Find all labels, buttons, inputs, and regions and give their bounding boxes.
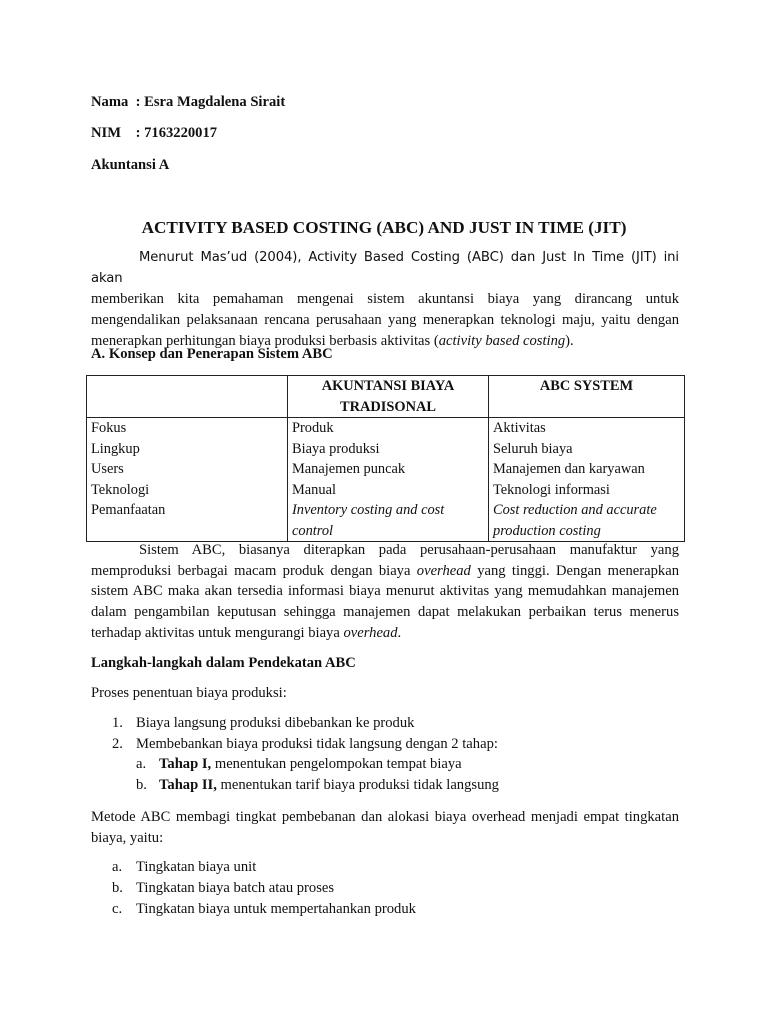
section-a-heading: A. Konsep dan Penerapan Sistem ABC [91, 346, 333, 362]
abc-i2: overhead [343, 624, 398, 641]
list-item [136, 755, 462, 773]
nim-label: NIM [91, 125, 121, 141]
table-col-aspect [87, 418, 288, 542]
nim-value: : 7163220017 [135, 125, 218, 141]
list-number: 2. [112, 736, 123, 752]
intro-body-text: memberikan kita pemahaman mengenai sistem akuntansi biaya yang dirancang untuk mengendalikan pelaksanaan rencana perusahaan yang menerapkan teknologi maju, yaitu dengan menerapkan perhitungan biaya produksi berbasis aktivitas ( [91, 291, 679, 349]
abc-p3: . [397, 624, 402, 641]
list-text: Tingkatan biaya batch atau proses [136, 880, 335, 896]
name-line [91, 93, 285, 111]
table-cell: Fokus [91, 420, 127, 436]
abc-p1: Sistem ABC, biasanya diterapkan pada perusahaan-perusahaan manufaktur yang memproduksi berbagai macam produk dengan biaya [91, 542, 679, 579]
table-cell: Pemanfaatan [91, 502, 166, 518]
list-item [112, 735, 498, 753]
abc-paragraph [91, 540, 679, 644]
list-item [112, 879, 334, 897]
table-cell: Biaya produksi [292, 440, 380, 457]
table-col-traditional [288, 418, 489, 542]
intro-end: ). [565, 332, 574, 349]
table-cell: Teknologi informasi [493, 481, 610, 498]
list-letter: b. [112, 880, 123, 896]
table-cell: Lingkup [91, 440, 140, 457]
list-item [112, 714, 414, 732]
list-letter: a. [136, 756, 147, 772]
list-item [112, 900, 416, 918]
method-paragraph: Metode ABC membagi tingkat pembebanan dan alokasi biaya overhead menjadi empat tingkatan biaya, yaitu: [91, 809, 679, 846]
abc-p2: yang tinggi. Dengan menerapkan sistem ABC maka akan tersedia informasi biaya menurut aktivitas yang memudahkan manajemen dalam pengambilan keputusan sehingga manajemen dapat melakukan perbaikan terus menerus terhadap aktivitas untuk mengurangi biaya [91, 562, 679, 641]
name-label: Nama [91, 94, 129, 110]
intro-body [91, 289, 679, 351]
table-cell: Cost reduction and accurate production costing [493, 502, 657, 539]
table-header-empty [87, 376, 288, 418]
process-label: Proses penentuan biaya produksi: [91, 685, 287, 701]
list-text: Membebankan biaya produksi tidak langsung dengan 2 tahap: [136, 736, 498, 752]
class-line: Akuntansi A [91, 157, 170, 173]
table-body-row [87, 418, 685, 542]
list-text: menentukan pengelompokan tempat biaya [211, 756, 462, 772]
steps-heading: Langkah-langkah dalam Pendekatan ABC [91, 655, 356, 671]
list-item [136, 776, 499, 794]
nim-line [91, 124, 217, 142]
intro-lead: Menurut Mas’ud (2004), Activity Based Costing (ABC) dan Just In Time (JIT) ini akan [91, 250, 679, 286]
list-text: Biaya langsung produksi dibebankan ke produk [136, 715, 415, 731]
table-header-row [87, 376, 685, 418]
list-bold: Tahap II, [159, 777, 217, 793]
list-bold: Tahap I, [159, 756, 212, 772]
name-value: : Esra Magdalena Sirait [135, 94, 286, 110]
table-cell: Seluruh biaya [493, 440, 573, 457]
list-letter: b. [136, 777, 147, 793]
table-cell: Manajemen dan karyawan [493, 461, 645, 477]
table-cell: Manajemen puncak [292, 461, 406, 477]
document-title: ACTIVITY BASED COSTING (ABC) AND JUST IN TIME (JIT) [141, 218, 627, 237]
table-cell: Produk [292, 420, 334, 436]
list-text: Tingkatan biaya untuk mempertahankan produk [136, 901, 416, 917]
list-letter: c. [112, 901, 123, 917]
intro-italic: activity based costing [438, 332, 566, 349]
abc-i1: overhead [416, 562, 471, 579]
table-cell: Manual [292, 481, 336, 498]
comparison-table [86, 375, 685, 542]
table-cell: Teknologi [91, 481, 150, 498]
table-col-abc [489, 418, 685, 542]
list-text: menentukan tarif biaya produksi tidak langsung [216, 777, 499, 793]
table-cell: Aktivitas [493, 420, 546, 436]
intro-paragraph [91, 248, 679, 352]
abc-paragraph-text [91, 540, 679, 644]
list-number: 1. [112, 715, 123, 731]
list-item [112, 858, 256, 876]
list-letter: a. [112, 859, 123, 875]
table-header-traditional: AKUNTANSI BIAYA TRADISONAL [288, 376, 489, 418]
table-cell: Users [91, 461, 124, 477]
list-text: Tingkatan biaya unit [136, 859, 257, 875]
table-header-abc: ABC SYSTEM [489, 376, 685, 418]
table-cell: Inventory costing and cost control [292, 502, 445, 539]
